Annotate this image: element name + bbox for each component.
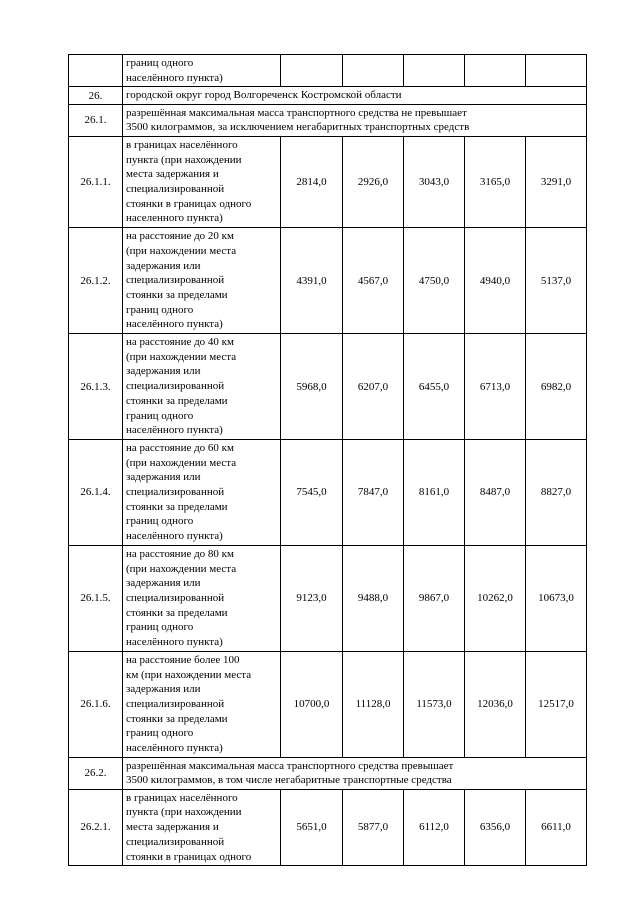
price-cell: 6713,0 [465,334,526,440]
section-row [69,104,587,136]
description-line: пункта (при нахождении [126,153,242,166]
price-cell: 6207,0 [343,334,404,440]
row-number: 26. [69,87,123,105]
description-line: стоянки в границах одного [126,197,252,210]
row-number: 26.2. [69,757,123,789]
description-line: задержания или [126,683,201,696]
description-line: (при нахождении места [126,562,237,575]
price-cell: 4567,0 [343,228,404,334]
row-number: 26.1.6. [69,651,123,757]
description-line: места задержания и [126,168,219,181]
price-cell: 12517,0 [526,651,587,757]
description-line: (при нахождении места [126,350,237,363]
section-title [123,757,587,789]
price-cell: 5877,0 [343,789,404,866]
section-row [69,757,587,789]
price-cell: 4750,0 [404,228,465,334]
price-cell: 6611,0 [526,789,587,866]
description-line: пункта (при нахождении [126,806,242,819]
price-cell: 5968,0 [281,334,343,440]
row-number: 26.1.1. [69,136,123,227]
description-line: стоянки за пределами [126,394,228,407]
price-cell: 12036,0 [465,651,526,757]
description-line: населённого пункта) [126,742,223,755]
description-line: задержания или [126,259,201,272]
table-row [69,651,587,757]
section-title-line: 3500 килограммов, за исключением негабаритных транспортных средств [126,121,470,134]
price-cell: 11128,0 [343,651,404,757]
price-cell: 2814,0 [281,136,343,227]
table-row [69,545,587,651]
description-line: населённого пункта) [126,318,223,331]
row-description [123,136,281,227]
section-row [69,87,587,105]
price-cell: 6455,0 [404,334,465,440]
description-line: специализированной [126,592,225,604]
row-description [123,439,281,545]
row-number: 26.1.4. [69,439,123,545]
description-line: специализированной [126,835,225,848]
table-row [69,334,587,440]
description-line: границ одного [126,515,194,528]
description-line: населенного пункта) [126,212,223,225]
row-number: 26.2.1. [69,789,123,866]
description-line: на расстояние до 80 км [126,547,234,560]
price-cell: 4940,0 [465,228,526,334]
row-description [123,334,281,440]
description-line: границ одного [126,57,194,69]
section-title-line: городской округ город Волгореченск Костромской области [126,89,402,102]
description-line: специализированной [126,274,225,287]
price-cell: 6356,0 [465,789,526,866]
row-description [123,228,281,334]
price-cell: 5651,0 [281,789,343,866]
table-row [69,55,587,87]
description-line: стоянки в границах одного [126,850,252,863]
row-number: 26.1.5. [69,545,123,651]
row-description [123,651,281,757]
description-line: специализированной [126,486,225,499]
description-line: населённого пункта) [126,71,223,84]
section-title [123,87,587,105]
price-cell: 9123,0 [281,545,343,651]
description-line: места задержания и [126,821,219,834]
description-line: на расстояние до 20 км [126,230,234,243]
price-cell: 4391,0 [281,228,343,334]
tariff-table [68,54,587,866]
price-cell: 8487,0 [465,439,526,545]
price-cell: 9867,0 [404,545,465,651]
price-cell: 5137,0 [526,228,587,334]
price-cell: 8827,0 [526,439,587,545]
description-line: в границах населённого [126,138,238,151]
price-cell: 6112,0 [404,789,465,866]
price-cell: 8161,0 [404,439,465,545]
row-description [123,545,281,651]
row-number: 26.1.3. [69,334,123,440]
table-row [69,439,587,545]
description-line: населённого пункта) [126,530,223,543]
row-number: 26.1. [69,104,123,136]
description-line: задержания или [126,471,201,484]
price-cell: 3165,0 [465,136,526,227]
description-line: (при нахождении места [126,244,237,257]
description-line: (при нахождении места [126,456,237,469]
price-cell [465,55,526,87]
price-cell [404,55,465,87]
description-line: специализированной [126,380,225,393]
table-row [69,228,587,334]
description-line: на расстояние до 60 км [126,441,234,454]
price-cell: 9488,0 [343,545,404,651]
description-line: специализированной [126,697,225,710]
table-row [69,136,587,227]
description-line: стоянки за пределами [126,606,228,619]
price-cell: 3291,0 [526,136,587,227]
description-line: стоянки за пределами [126,712,228,725]
description-line: населённого пункта) [126,424,223,437]
price-cell: 6982,0 [526,334,587,440]
row-number [69,55,123,87]
price-cell: 10700,0 [281,651,343,757]
description-line: границ одного [126,303,194,316]
section-title [123,104,587,136]
description-line: границ одного [126,409,194,422]
price-cell: 10262,0 [465,545,526,651]
row-description [123,789,281,866]
description-line: на расстояние до 40 км [126,336,234,349]
description-line: границ одного [126,621,194,634]
price-cell: 2926,0 [343,136,404,227]
price-cell [343,55,404,87]
section-title-line: разрешённая максимальная масса транспортного средства превышает [126,759,454,772]
description-line: задержания или [126,365,201,378]
description-line: задержания или [126,577,201,590]
price-cell: 3043,0 [404,136,465,227]
description-line: границ одного [126,727,194,740]
description-line: стоянки за пределами [126,288,228,301]
table-row [69,789,587,866]
price-cell: 7847,0 [343,439,404,545]
section-title-line: 3500 килограммов, в том числе негабаритные транспортные средства [126,774,452,787]
description-line: в границах населённого [126,791,238,804]
description-line: км (при нахождении места [126,668,252,681]
section-title-line: разрешённая максимальная масса транспортного средства не превышает [126,106,467,119]
price-cell [526,55,587,87]
table-body [69,55,587,866]
description-line: на расстояние более 100 [126,653,240,666]
row-number: 26.1.2. [69,228,123,334]
description-line: специализированной [126,183,225,196]
price-cell: 7545,0 [281,439,343,545]
description-line: стоянки за пределами [126,500,228,513]
row-description [123,55,281,87]
description-line: населённого пункта) [126,636,223,649]
price-cell: 10673,0 [526,545,587,651]
price-cell: 11573,0 [404,651,465,757]
price-cell [281,55,343,87]
